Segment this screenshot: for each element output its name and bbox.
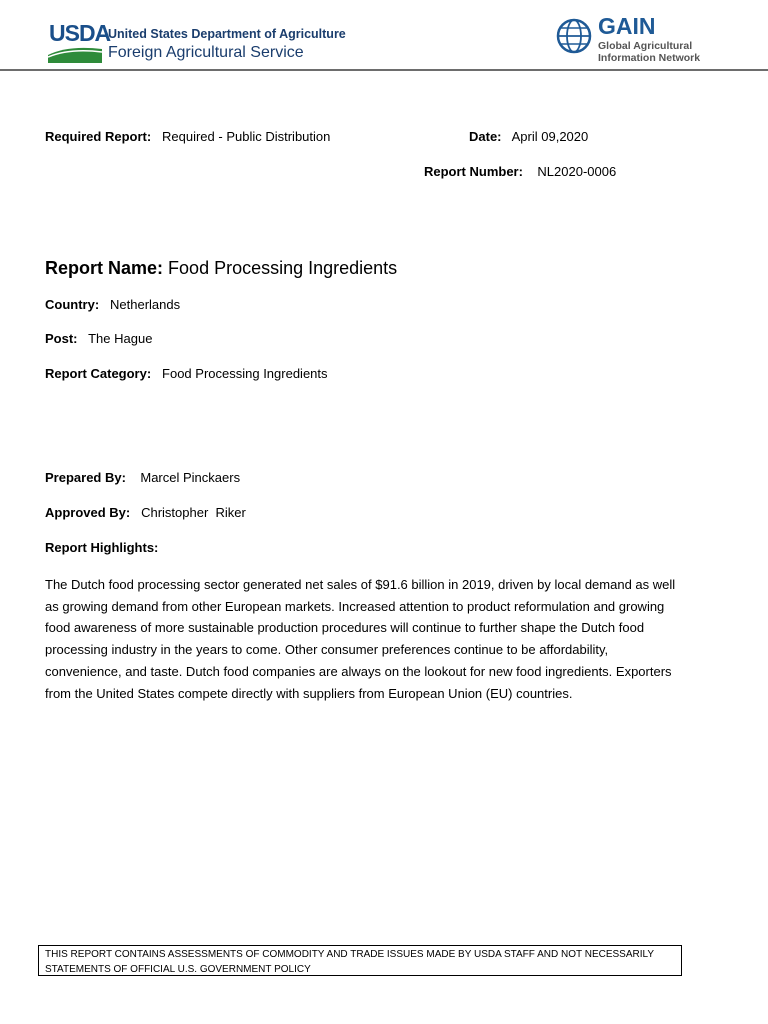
report-highlights-label: Report Highlights:	[45, 540, 159, 555]
country-row	[45, 297, 180, 313]
usda-logo	[49, 22, 110, 45]
gain-subtitle-line-2: Information Network	[598, 52, 701, 64]
report-name	[45, 257, 397, 279]
required-report-label: Required Report:	[45, 129, 152, 144]
report-number-row	[424, 164, 616, 180]
post-value: The Hague	[88, 331, 153, 346]
report-highlights-text: The Dutch food processing sector generated net sales of $91.6 billion in 2019, driven by local demand as well as growing demand from other European markets. Increased attention to product reformulation and growing food awareness of more sustainable production procedures will continue to further shape the Dutch food processing industry in the years to come. Other consumer preferences continue to be affordability, convenience, and taste. Dutch food companies are always on the lookout for new food ingredients. Exporters from the United States compete directly with suppliers from European Union (EU) countries.	[45, 577, 676, 701]
date-row	[469, 129, 588, 145]
approved-by-value: Christopher Riker	[141, 505, 246, 520]
date-value: April 09,2020	[511, 129, 589, 144]
gain-subtitle-line-1: Global Agricultural	[598, 40, 693, 52]
report-name-label: Report Name:	[45, 258, 164, 278]
approved-by-label: Approved By:	[45, 505, 131, 520]
usda-logo-swoosh-icon	[48, 45, 102, 63]
post-label: Post:	[45, 331, 78, 346]
country-label: Country:	[45, 297, 100, 312]
report-category-value: Food Processing Ingredients	[162, 366, 328, 381]
prepared-by-label: Prepared By:	[45, 470, 126, 485]
required-report-row	[45, 129, 330, 145]
disclaimer-line-2: STATEMENTS OF OFFICIAL U.S. GOVERNMENT POLICY	[45, 964, 311, 975]
post-row	[45, 331, 152, 347]
agency-line-1: United States Department of Agriculture	[108, 27, 346, 41]
gain-title: GAIN	[598, 13, 656, 39]
report-category-row	[45, 366, 328, 382]
globe-icon	[556, 18, 592, 54]
report-number-label: Report Number:	[424, 164, 523, 179]
gain-subtitle	[598, 40, 700, 64]
disclaimer-box	[38, 945, 682, 976]
header-divider	[0, 69, 768, 71]
date-label: Date:	[469, 129, 502, 144]
report-name-value: Food Processing Ingredients	[168, 258, 398, 278]
required-report-value: Required - Public Distribution	[162, 129, 331, 144]
report-highlights-heading	[45, 540, 158, 556]
prepared-by-value: Marcel Pinckaers	[140, 470, 241, 485]
prepared-by-row	[45, 470, 240, 486]
usda-logo-text: USDA	[49, 20, 111, 46]
approved-by-row	[45, 505, 246, 521]
report-number-value: NL2020-0006	[537, 164, 617, 179]
agency-name	[108, 25, 346, 62]
report-category-label: Report Category:	[45, 366, 152, 381]
agency-line-2: Foreign Agricultural Service	[108, 44, 304, 61]
country-value: Netherlands	[110, 297, 181, 312]
disclaimer-line-1: THIS REPORT CONTAINS ASSESSMENTS OF COMMODITY AND TRADE ISSUES MADE BY USDA STAFF AND NOT NECESSARILY	[45, 949, 655, 960]
